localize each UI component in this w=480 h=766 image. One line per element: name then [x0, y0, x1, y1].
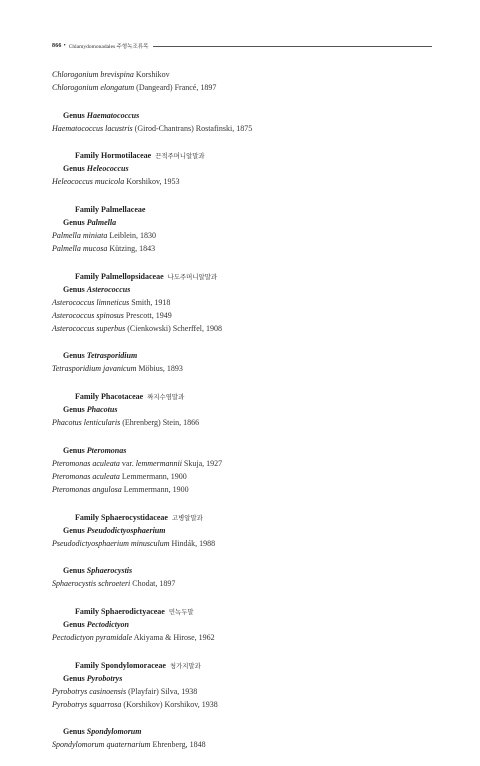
taxon-group — [52, 270, 452, 335]
running-title: Chlamydomonadales 주형녹조류목 — [68, 44, 149, 50]
genus-label: Genus — [63, 284, 85, 294]
genus-name: Pseudodictyosphaerium — [86, 525, 166, 535]
species-name: Chlorogonium elongatum — [52, 83, 135, 92]
family-name: Family Sphaerodictyaceae — [75, 606, 165, 616]
genus-label: Genus — [63, 351, 85, 361]
taxon-group — [52, 203, 452, 255]
taxon-group — [52, 659, 452, 711]
genus-heading — [52, 349, 452, 362]
family-heading — [52, 203, 452, 216]
species-author: Skuja, 1927 — [183, 458, 223, 468]
species-entry — [52, 537, 452, 550]
genus-heading — [52, 524, 452, 537]
species-entry — [52, 68, 452, 81]
species-name: Asterococcus limneticus — [52, 297, 130, 307]
species-author: (Korshikov) Korshikov, 1938 — [123, 699, 218, 709]
genus-label: Genus — [63, 405, 85, 415]
taxon-group — [52, 68, 452, 94]
species-author: Prescott, 1949 — [125, 310, 172, 320]
species-author: Akiyama & Hirose, 1962 — [133, 632, 215, 642]
species-entry — [52, 457, 452, 470]
species-author: Kützing, 1843 — [109, 244, 156, 254]
family-heading — [52, 511, 452, 524]
family-name: Family Hormotilaceae — [75, 151, 152, 161]
family-korean-name: 끈적주머니알말과 — [155, 152, 205, 161]
species-name: Asterococcus superbus — [52, 323, 126, 333]
species-name: Pyrobotrys squarrosa — [52, 699, 122, 709]
species-entry — [52, 738, 452, 751]
genus-heading — [52, 216, 452, 229]
genus-heading — [52, 564, 452, 577]
species-entry — [52, 229, 452, 242]
species-entry — [52, 483, 452, 496]
taxon-group — [52, 725, 452, 751]
genus-label: Genus — [63, 110, 85, 120]
species-entry — [52, 81, 452, 94]
species-entry — [52, 416, 452, 429]
species-name: Palmella miniata — [52, 231, 108, 241]
species-entry — [52, 470, 452, 483]
species-entry — [52, 309, 452, 322]
taxon-group — [52, 109, 452, 135]
species-author: Ehrenberg, 1848 — [152, 740, 206, 750]
genus-name: Haematococcus — [86, 110, 140, 120]
genus-label: Genus — [63, 566, 85, 576]
species-name: Sphaerocystis schroeteri — [52, 579, 131, 589]
rank-marker: var. — [121, 458, 134, 468]
genus-name: Heleococcus — [86, 164, 129, 174]
family-heading — [52, 605, 452, 618]
family-heading — [52, 390, 452, 403]
genus-label: Genus — [63, 673, 85, 683]
header-rule — [153, 46, 432, 47]
species-name: Haematococcus lacustris — [52, 123, 133, 133]
genus-name: Tetrasporidium — [86, 351, 138, 361]
taxon-group — [52, 349, 452, 375]
genus-name: Phacotus — [86, 405, 118, 415]
species-name: Asterococcus spinosus — [52, 310, 124, 320]
running-header — [52, 41, 432, 51]
genus-heading — [52, 672, 452, 685]
species-author: Korshikov, 1953 — [126, 177, 180, 187]
infraspecific-name: lemmermannii — [135, 458, 182, 468]
taxon-group — [52, 149, 452, 188]
family-korean-name: 청가지말과 — [169, 661, 201, 670]
species-entry — [52, 122, 452, 135]
species-author: Korshikov — [135, 70, 170, 79]
species-entry — [52, 685, 452, 698]
family-name: Family Palmellaceae — [75, 205, 146, 215]
species-name: Heleococcus mucicola — [52, 177, 125, 187]
species-author: Hindák, 1988 — [171, 538, 216, 548]
family-korean-name: 나도주머니알말과 — [167, 272, 218, 281]
family-korean-name: 민녹두말 — [168, 607, 194, 616]
family-korean-name: 고병알말과 — [171, 513, 203, 522]
species-name: Phacotus lenticularis — [52, 418, 121, 428]
genus-heading — [52, 725, 452, 738]
family-name: Family Phacotaceae — [75, 392, 144, 402]
genus-name: Spondylomorum — [86, 727, 142, 737]
species-author: (Girod-Chantrans) Rostafinski, 1875 — [134, 123, 253, 133]
species-author: Lemmermann, 1900 — [121, 471, 187, 481]
genus-name: Asterococcus — [86, 284, 131, 294]
species-author: Smith, 1918 — [131, 297, 171, 307]
taxon-group — [52, 564, 452, 590]
species-entry — [52, 631, 452, 644]
species-author: Möbius, 1893 — [138, 364, 183, 374]
genus-label: Genus — [63, 727, 85, 737]
genus-heading — [52, 162, 452, 175]
family-name: Family Spondylomoraceae — [75, 660, 166, 670]
species-author: Chodat, 1897 — [132, 579, 176, 589]
genus-label: Genus — [63, 525, 85, 535]
species-name: Pyrobotrys casinoensis — [52, 686, 127, 696]
species-author: (Ehrenberg) Stein, 1866 — [122, 418, 200, 428]
family-korean-name: 짜지수염말과 — [147, 393, 185, 402]
header-bullet: • — [63, 43, 66, 49]
species-name: Pteromonas aculeata — [52, 458, 120, 468]
species-name: Pteromonas aculeata — [52, 471, 120, 481]
genus-heading — [52, 618, 452, 631]
genus-heading — [52, 109, 452, 122]
species-name: Tetrasporidium javanicum — [52, 364, 137, 374]
family-heading — [52, 270, 452, 283]
species-name: Palmella mucosa — [52, 244, 108, 254]
species-author: Lemmermann, 1900 — [123, 484, 189, 494]
species-entry — [52, 242, 452, 255]
species-name: Pectodictyon pyramidale — [52, 632, 133, 642]
species-entry — [52, 698, 452, 711]
family-name: Family Sphaerocystidaceae — [75, 512, 168, 522]
genus-name: Pectodictyon — [86, 619, 130, 629]
genus-heading — [52, 444, 452, 457]
species-name: Pteromonas angulosa — [52, 484, 122, 494]
taxon-group — [52, 444, 452, 496]
genus-label: Genus — [63, 445, 85, 455]
page-number: 866 — [52, 43, 62, 49]
genus-name: Sphaerocystis — [86, 566, 133, 576]
species-entry — [52, 296, 452, 309]
species-name: Pseudodictyosphaerium minusculum — [52, 538, 170, 548]
taxon-group — [52, 511, 452, 550]
species-entry — [52, 577, 452, 590]
species-name: Chlorogonium brevispina — [52, 70, 134, 79]
species-entry — [52, 362, 452, 375]
species-author: (Dangeard) Francé, 1897 — [136, 83, 217, 92]
species-author: Leiblein, 1830 — [109, 231, 156, 241]
genus-name: Palmella — [86, 218, 117, 228]
genus-name: Pyrobotrys — [86, 673, 123, 683]
species-name: Spondylomorum quaternarium — [52, 740, 151, 750]
genus-heading — [52, 403, 452, 416]
genus-heading — [52, 283, 452, 296]
species-author: (Playfair) Silva, 1938 — [128, 686, 198, 696]
taxon-group — [52, 605, 452, 644]
genus-label: Genus — [63, 164, 85, 174]
genus-label: Genus — [63, 619, 85, 629]
species-entry — [52, 322, 452, 335]
genus-name: Pteromonas — [86, 445, 127, 455]
genus-label: Genus — [63, 218, 85, 228]
family-name: Family Palmellopsidaceae — [75, 271, 164, 281]
species-entry — [52, 175, 452, 188]
taxa-list — [52, 68, 452, 766]
family-heading — [52, 149, 452, 162]
taxon-group — [52, 390, 452, 429]
family-heading — [52, 659, 452, 672]
species-author: (Cienkowski) Scherffel, 1908 — [127, 323, 222, 333]
